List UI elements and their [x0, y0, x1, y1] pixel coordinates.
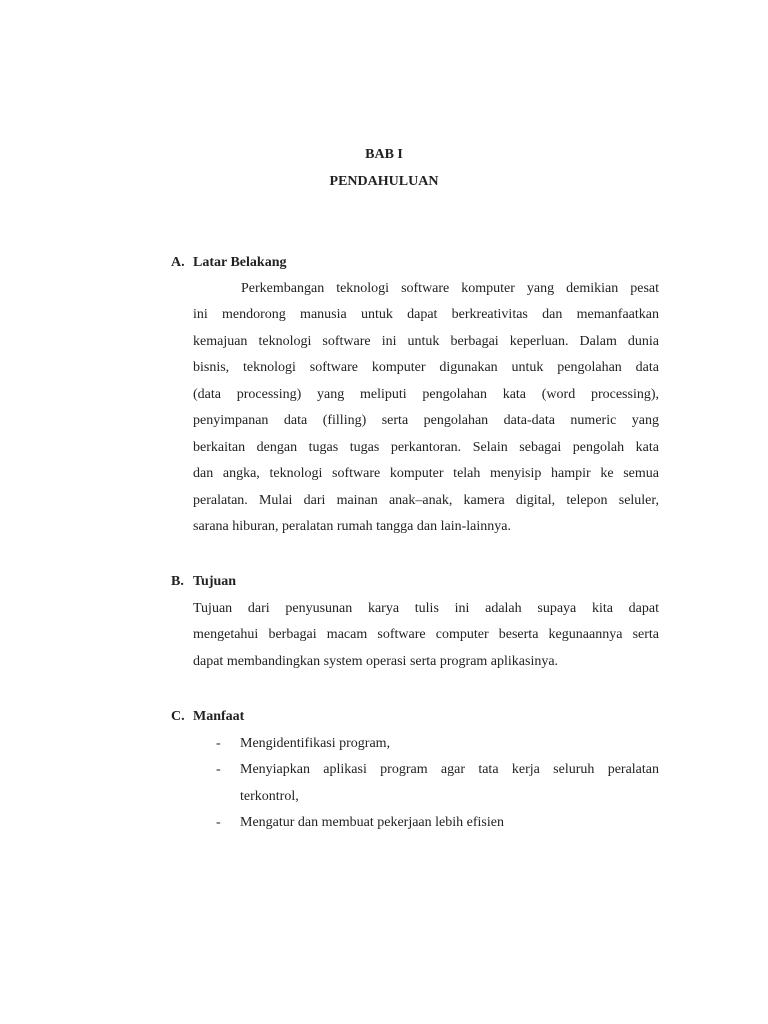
- paragraph-line: penyimpanan data (filling) serta pengolahan data-data numeric yang: [193, 413, 659, 429]
- list-bullet: -: [216, 736, 221, 751]
- paragraph-line: kemajuan teknologi software ini untuk berbagai keperluan. Dalam dunia: [193, 333, 659, 349]
- list-bullet: -: [216, 762, 221, 778]
- paragraph-line: bisnis, teknologi software komputer digunakan untuk pengolahan data: [193, 360, 659, 376]
- list-item-line: Mengidentifikasi program,: [240, 736, 391, 751]
- paragraph-line: ini mendorong manusia untuk dapat berkreativitas dan memanfaatkan: [193, 307, 659, 323]
- paragraph-line: dan angka, teknologi software komputer telah menyisip hampir ke semua: [193, 466, 659, 482]
- paragraph-line: mengetahui berbagai macam software computer beserta kegunaannya serta: [193, 627, 659, 643]
- section-c-letter: C.: [171, 709, 185, 724]
- section-a-title: Latar Belakang: [193, 255, 287, 270]
- paragraph-line: (data processing) yang meliputi pengolahan kata (word processing),: [193, 386, 659, 402]
- paragraph-line: berkaitan dengan tugas tugas perkantoran. Selain sebagai pengolah kata: [193, 439, 659, 455]
- list-item-line: Menyiapkan aplikasi program agar tata kerja seluruh peralatan: [240, 762, 659, 778]
- paragraph-line: sarana hiburan, peralatan rumah tangga dan lain-lainnya.: [193, 519, 511, 535]
- section-b-letter: B.: [171, 574, 184, 589]
- section-b-title: Tujuan: [193, 574, 237, 589]
- chapter-title: PENDAHULUAN: [329, 174, 439, 189]
- paragraph-line: dapat membandingkan system operasi serta program aplikasinya.: [193, 653, 559, 669]
- section-c-title: Manfaat: [193, 709, 245, 724]
- paragraph-line: Tujuan dari penyusunan karya tulis ini adalah supaya kita dapat: [193, 601, 659, 616]
- chapter-number: BAB I: [365, 147, 403, 162]
- list-item-line: terkontrol,: [240, 788, 299, 804]
- list-item-line: Mengatur dan membuat pekerjaan lebih efisien: [240, 815, 504, 831]
- list-bullet: -: [216, 815, 221, 831]
- paragraph-line: Perkembangan teknologi software komputer yang demikian pesat: [241, 281, 659, 296]
- section-a-letter: A.: [171, 255, 185, 270]
- paragraph-line: peralatan. Mulai dari mainan anak–anak, kamera digital, telepon seluler,: [193, 492, 659, 508]
